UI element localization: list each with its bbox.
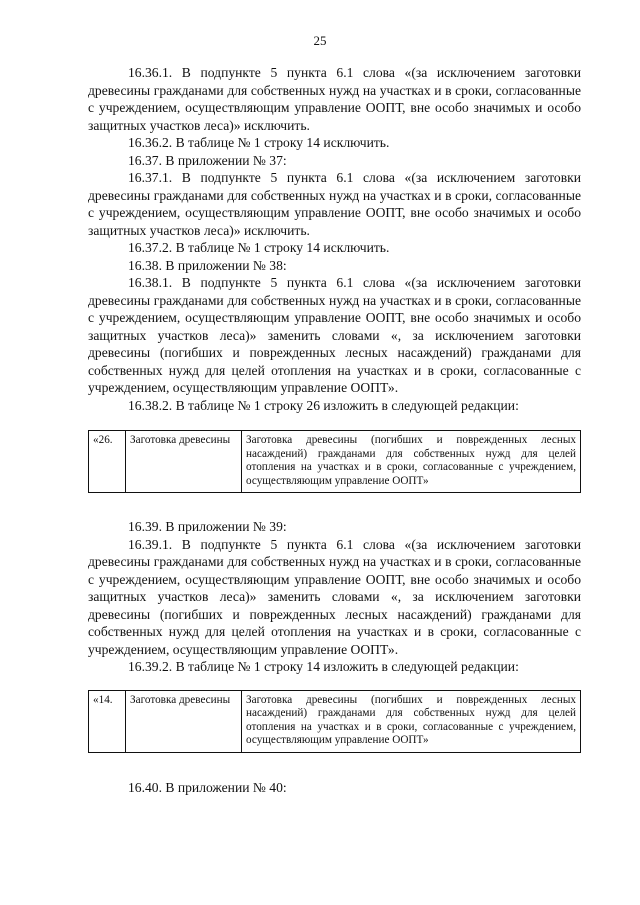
paragraph: 16.38.1. В подпункте 5 пункта 6.1 слова «(за исключением заготовки древесины гражданами для собственных нужд на участках и в сроки, согласованные с учреждением, осуществляющим управление ООПТ, вне особо значимых и особо защитных участков леса)» заменить словами «, за исключением заготовки древесины (погибших и поврежденных лесных насаждений) гражданами для собственных нужд для целей отопления на участках и в сроки, согласованные с учреждением, осуществляющим управление ООПТ». (88, 275, 581, 395)
table-cell-name: Заготовка древесины (126, 690, 242, 752)
paragraph: 16.36.1. В подпункте 5 пункта 6.1 слова «(за исключением заготовки древесины гражданами для собственных нужд на участках и в сроки, согласованные с учреждением, осуществляющим управление ООПТ, вне особо значимых и особо защитных участков леса)» исключить. (88, 65, 581, 133)
paragraph: 16.38. В приложении № 38: (128, 257, 287, 273)
table-row (89, 431, 581, 493)
table-cell-number: «26. (89, 431, 126, 493)
paragraph: 16.39.2. В таблице № 1 строку 14 изложить в следующей редакции: (128, 659, 519, 674)
paragraph: 16.38.2. В таблице № 1 строку 26 изложить в следующей редакции: (128, 397, 519, 413)
page-number: 25 (313, 33, 327, 48)
table-row (89, 690, 581, 752)
table-cell-text: Заготовка древесины (погибших и поврежденных лесных насаждений) гражданами для собственных нужд для целей отопления на участках и в сроки, согласованные с учреждением, осуществляющим управление ООПТ» (242, 690, 581, 752)
document-body (88, 64, 581, 796)
paragraph: 16.37.1. В подпункте 5 пункта 6.1 слова «(за исключением заготовки древесины гражданами для собственных нужд на участках и в сроки, согласованные с учреждением, осуществляющим управление ООПТ, вне особо значимых и особо защитных участков леса)» исключить. (88, 170, 581, 238)
amendment-table-row-26 (88, 430, 581, 493)
paragraph: 16.40. В приложении № 40: (128, 779, 287, 795)
paragraph: 16.39.1. В подпункте 5 пункта 6.1 слова «(за исключением заготовки древесины гражданами для собственных нужд на участках и в сроки, согласованные с учреждением, осуществляющим управление ООПТ, вне особо значимых и особо защитных участков леса)» заменить словами «, за исключением заготовки древесины (погибших и поврежденных лесных насаждений) гражданами для собственных нужд для целей отопления на участках и в сроки, согласованные с учреждением, осуществляющим управление ООПТ». (88, 536, 581, 657)
table-cell-text: Заготовка древесины (погибших и поврежденных лесных насаждений) гражданами для собственных нужд для целей отопления на участках и в сроки, согласованные с учреждением, осуществляющим управление ООПТ» (242, 431, 581, 493)
paragraph: 16.39. В приложении № 39: (128, 519, 287, 534)
table-cell-name: Заготовка древесины (126, 431, 242, 493)
amendment-table-row-14 (88, 690, 581, 753)
paragraph: 16.37. В приложении № 37: (128, 152, 287, 168)
paragraph: 16.36.2. В таблице № 1 строку 14 исключить. (128, 135, 390, 150)
paragraph: 16.37.2. В таблице № 1 строку 14 исключить. (128, 240, 390, 255)
table-cell-number: «14. (89, 690, 126, 752)
